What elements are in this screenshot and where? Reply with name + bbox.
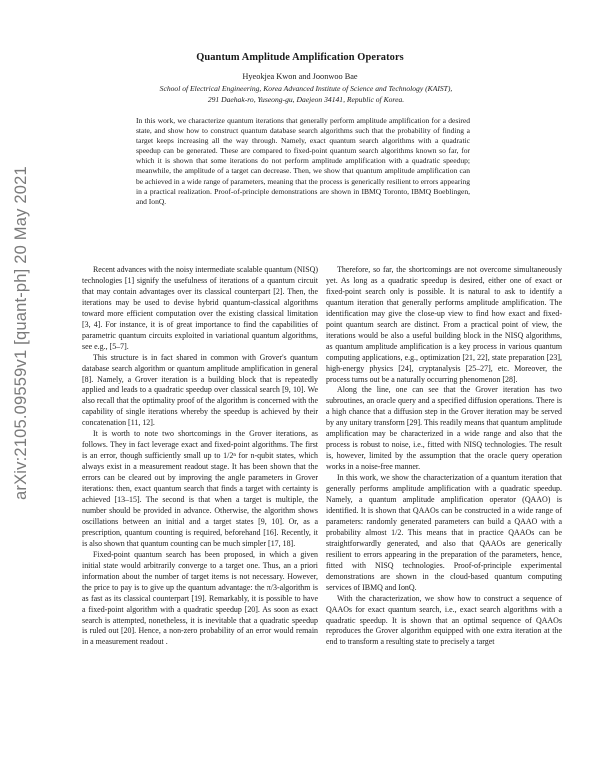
paper-title: Quantum Amplitude Amplification Operators [196, 52, 404, 63]
affiliation-line-2: 291 Daehak-ro, Yuseong-gu, Daejeon 34141, Republic of Korea. [207, 95, 405, 104]
body-paragraph: It is worth to note two shortcomings in the Grover iterations, as follows. They in fact leverage exact and fixed-point algorithms. The first is an error, though sufficiently small up to 1/2ⁿ for n-qubit states, which always exist in a measurement readout stage. It has been shown that the errors can be cleared out by improving the angle parameters in Grover iterations: then, exact quantum search that finds a target with certainty is achieved [13–15]. The second is that when a target is multiple, the number should be provided in advance. Otherwise, the algorithm shows oscillations between an initial and a target states [9, 10]. Or, as a prescription, quantum counting is required, beforehand [16]. Recently, it is also shown that quantum counting can be much simpler [17, 18]. [82, 429, 318, 548]
body-paragraph: Along the line, one can see that the Grover iteration has two subroutines, an oracle query and a specified diffusion operations. There is a high chance that a diffusion step in the Grover iteration may be served by any unitary transform [29]. This readily means that quantum amplitude amplification may be characterized in a wide range and also that the process is robust to noise, i.e., fitted with NISQ technologies. The result is, however, limited by the assumption that the oracle query operation works in a noise-free manner. [326, 385, 562, 472]
arxiv-id-text: arXiv:2105.09559v1 [quant-ph] 20 May 2021 [12, 166, 30, 500]
affiliation [80, 83, 532, 105]
body-paragraph: Therefore, so far, the shortcomings are not overcome simultaneously yet. As long as a quadratic speedup is desired, either one of exact or fixed-point search only is possible. It is natural to ask to identify a quantum iteration that generally performs amplitude amplification. The identification may give the close-up view to find how exact and fixed-point quantum search are distinct. From a practical point of view, the iterations would be also a useful building block in the NISQ algorithms, as quantum amplitude amplification is a key process in various quantum computing applications, e.g., optimization [21, 22], state preparation [23], high-energy physics [24], cryptanalysis [25–27], etc. Moreover, the process turns out be a naturally occurring phenomenon [28]. [326, 265, 562, 384]
body-paragraph: With the characterization, we show how to construct a sequence of QAAOs for exact quantum search, i.e., exact search algorithms with a quadratic speedup. It is shown that an optimal sequence of QAAOs reproduces the Grover algorithm equipped with one extra iteration at the end to transform a resulting state to precisely a target [326, 593, 562, 647]
abstract: In this work, we characterize quantum iterations that generally perform amplitude amplification for a desired state, and show how to construct quantum database search algorithms such that the probability of finding a target keeps increasing all the way through. Namely, exact quantum search algorithms with a quadratic speedup can be generated. These are compared to fixed-point quantum search algorithms known so far, for which it is shown that some iterations do not perform amplitude amplification with a quadratic speedup; meanwhile, the amplitude of a target can decrease. Then, we show that quantum amplitude amplification can be achieved in a wide range of parameters, meaning that the process is generically resilient to errors appearing in a practical realization. Proof-of-principle demonstrations are shown in IBMQ Toronto, IBMQ Boeblingen, and IonQ. [136, 116, 470, 206]
body-paragraph: In this work, we show the characterization of a quantum iteration that generally performs amplitude amplification with a quadratic speedup. Namely, a quantum amplitude amplification operator (QAAO) is identified. It is shown that QAAOs can be constructed in a wide range of parameters: randomly generated parameters can build a QAAO with a probability almost 1/2. This means that in practice QAAOs can be straightforwardly generated, and also that QAAOs are generically resilient to errors appearing in the preparation of the parameters, hence, fitted with NISQ technologies. Proof-of-principle experimental demonstrations are shown in the cloud-based quantum computing services of IBMQ and IonQ. [326, 473, 562, 592]
affiliation-line-1: School of Electrical Engineering, Korea Advanced Institute of Science and Technology (KAIST), [159, 84, 453, 93]
body-left-column [82, 265, 318, 648]
paper-authors: Hyeokjea Kwon and Joonwoo Bae [242, 72, 358, 81]
body-paragraph: Fixed-point quantum search has been proposed, in which a given initial state would arbitrarily converge to a target one. Thus, an a priori information about the number of target items is not necessary. However, the price to pay is to give up the quantum advantage: the π/3-algorithm is as fast as its classical counterpart [19]. Remarkably, it is possible to have a fixed-point algorithm with a quadratic speedup [20]. As soon as exact search is attempted, nonetheless, it is inevitable that a quadratic speedup is ruled out [20]. Hence, a non-zero probability of an error would remain in a measurement readout . [82, 549, 318, 647]
body-paragraph: This structure is in fact shared in common with Grover's quantum database search algorithm or quantum amplitude amplification in general [8]. Namely, a Grover iteration is a building block that is repeatedly applied and leads to a quadratic speedup over classical search [9, 10]. We also recall that the optimality proof of the algorithm is concerned with the capability of single iterations whereby the speedup is achieved by their concatenation [11, 12]. [82, 352, 318, 428]
arxiv-identifier [12, 166, 38, 520]
body-paragraph: Recent advances with the noisy intermediate scalable quantum (NISQ) technologies [1] signify the usefulness of iterations of a quantum circuit that may contain advantages over its classical counterpart [2]. Then, the iterations may be used to devise hybrid quantum-classical algorithms toward more efficient computation over the existing classical limitation [3, 4]. For instance, it is of great importance to find the capabilities of parametric quantum circuits exploited in variational quantum algorithms, see e.g., [5–7]. [82, 265, 318, 351]
body-right-column [326, 265, 562, 648]
